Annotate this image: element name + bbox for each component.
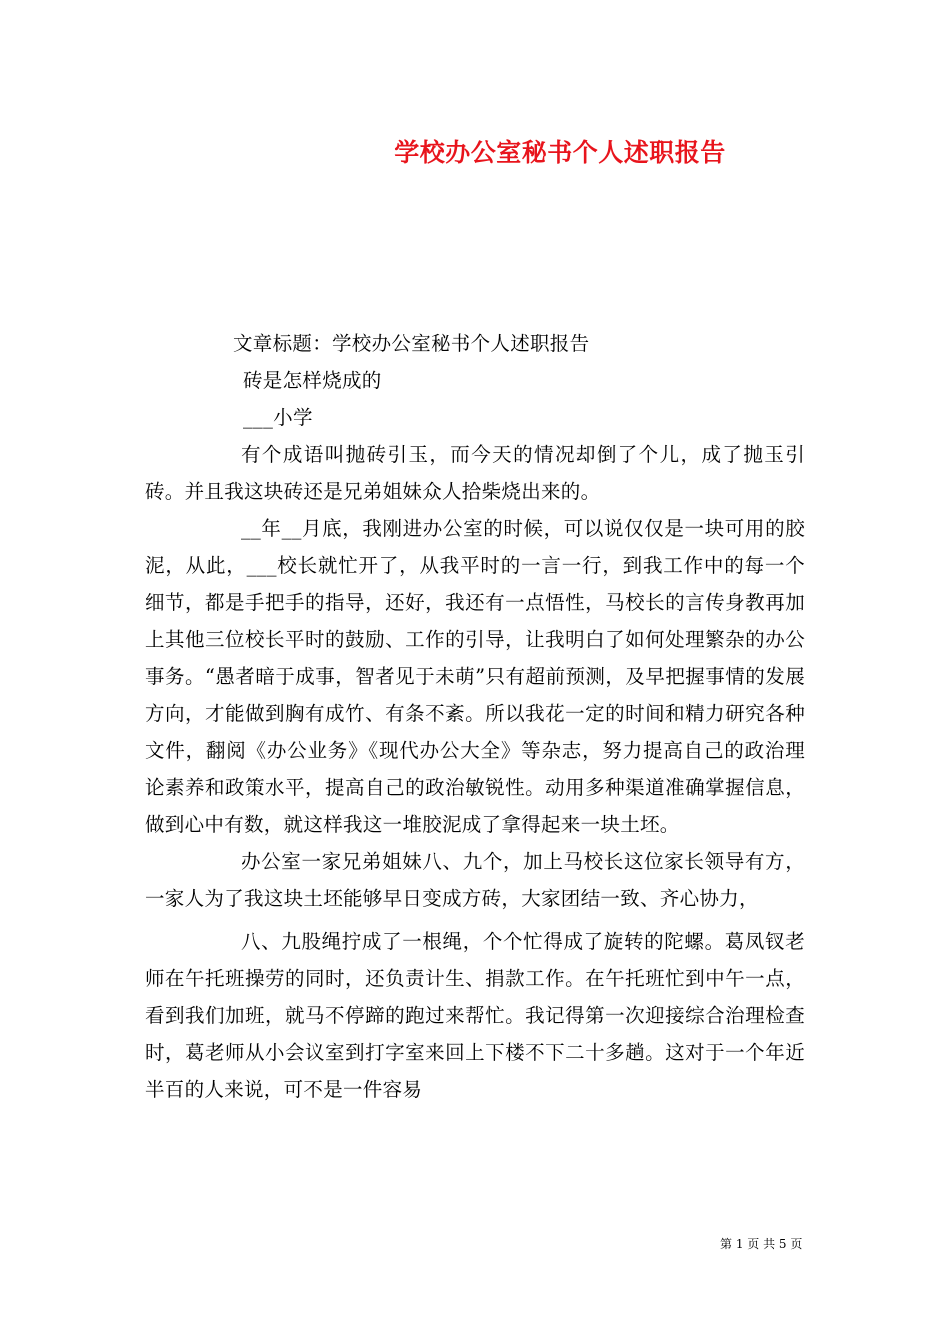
paragraph-1: 有个成语叫抛砖引玉，而今天的情况却倒了个儿，成了抛玉引砖。并且我这块砖还是兄弟姐妹众人拾柴烧出来的。 (145, 443, 805, 503)
document-title: 学校办公室秘书个人述职报告 (394, 138, 726, 167)
subtitle-line: 砖是怎样烧成的 (243, 369, 382, 392)
article-title-line: 文章标题：学校办公室秘书个人述职报告 (233, 332, 590, 355)
paragraph-3: 办公室一家兄弟姐妹八、九个，加上马校长这位家长领导有方，一家人为了我这块土坯能够早日变成方砖，大家团结一致、齐心协力， (145, 850, 805, 910)
page-number-footer: 第 1 页 共 5 页 (720, 1237, 803, 1251)
document-body (145, 325, 805, 1108)
paragraph-4: 八、九股绳拧成了一根绳，个个忙得成了旋转的陀螺。葛凤钗老师在午托班操劳的同时，还负责计生、捐款工作。在午托班忙到中午一点，看到我们加班，就马不停蹄的跑过来帮忙。我记得第一次迎接综合治理检查时，葛老师从小会议室到打字室来回上下楼不下二十多趟。这对于一个年近半百的人来说，可不是一件容易 (145, 930, 805, 1101)
school-line: ___小学 (243, 406, 313, 429)
paragraph-2: __年__月底，我刚进办公室的时候，可以说仅仅是一块可用的胶泥，从此，___校长就忙开了，从我平时的一言一行，到我工作中的每一个细节，都是手把手的指导，还好，我还有一点悟性，马校长的言传身教再加上其他三位校长平时的鼓励、工作的引导，让我明白了如何处理繁杂的办公事务。“愚者暗于成事，智者见于未萌”只有超前预测，及早把握事情的发展方向，才能做到胸有成竹、有条不紊。所以我花一定的时间和精力研究各种文件，翻阅《办公业务》《现代办公大全》等杂志，努力提高自己的政治理论素养和政策水平，提高自己的政治敏锐性。动用多种渠道准确掌握信息，做到心中有数，就这样我这一堆胶泥成了拿得起来一块土坯。 (145, 517, 806, 836)
